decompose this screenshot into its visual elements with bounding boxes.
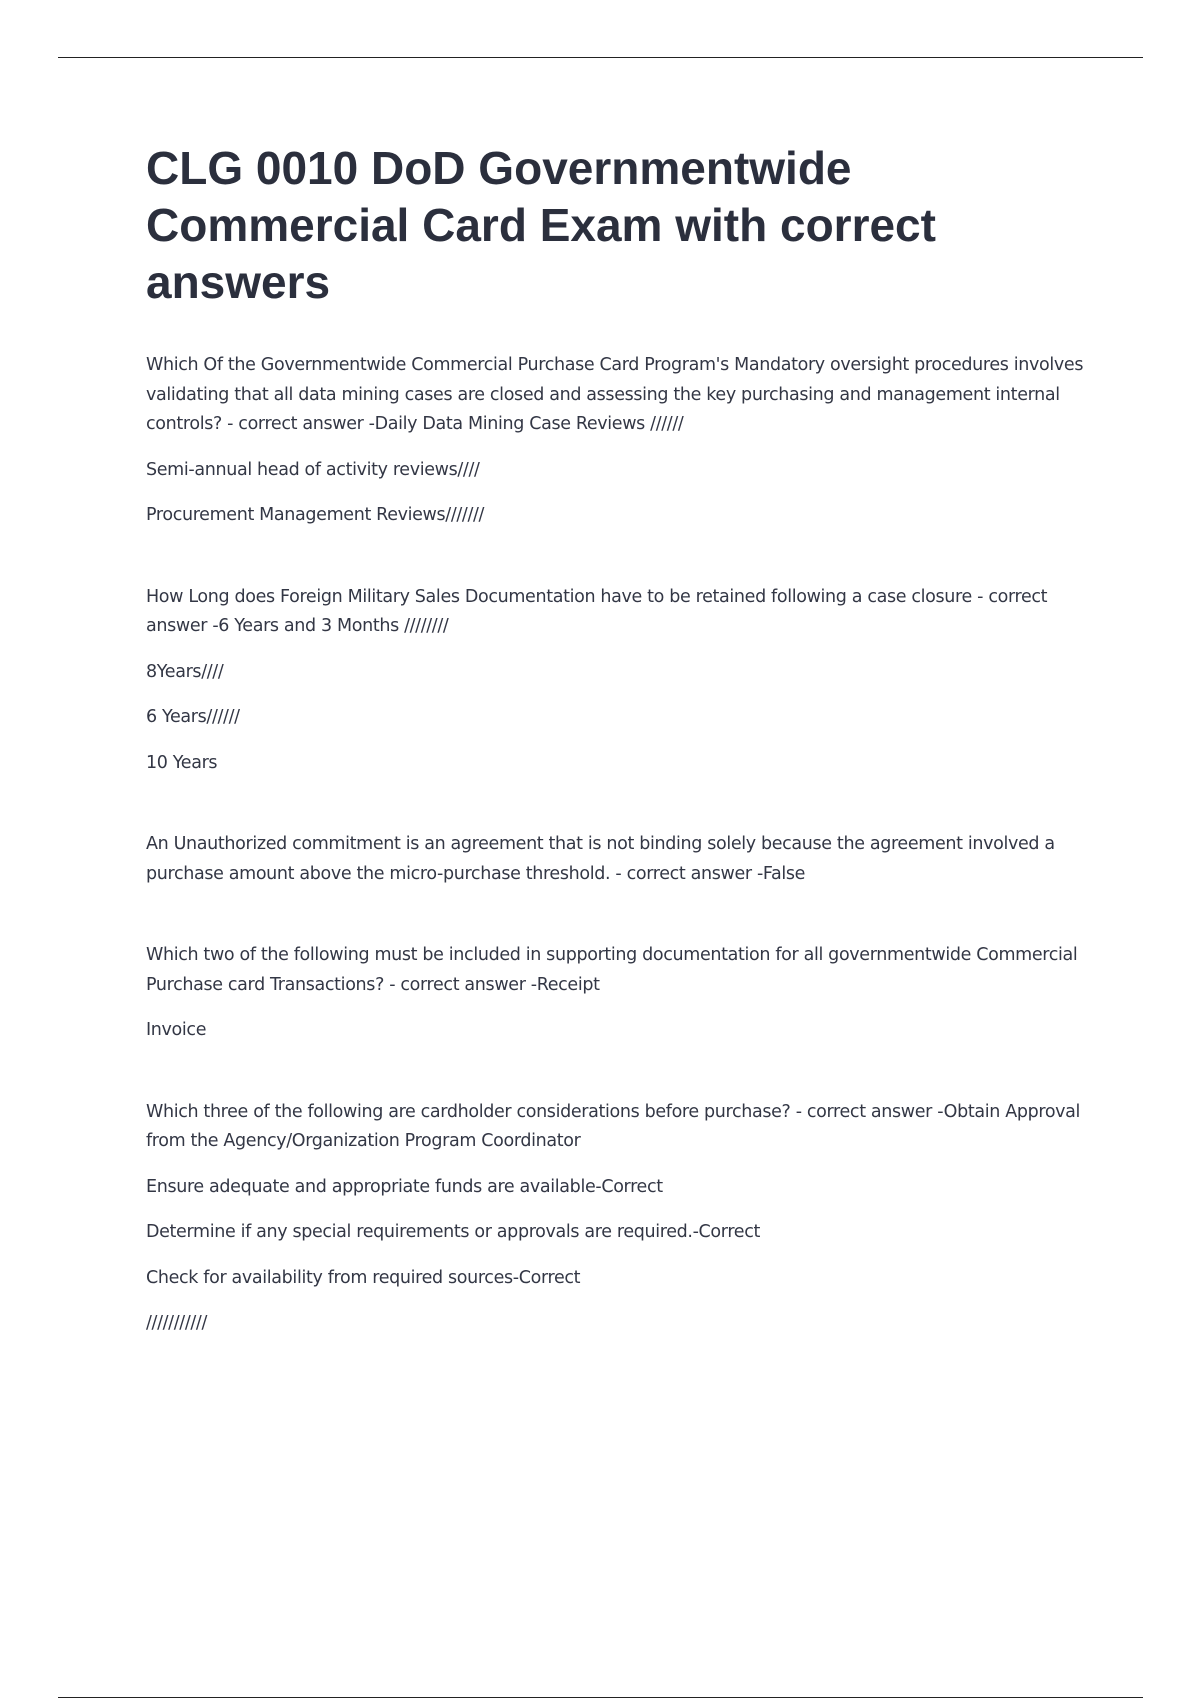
answer-option: Ensure adequate and appropriate funds are available-Correct bbox=[146, 1176, 663, 1197]
question-block bbox=[146, 1098, 1086, 1339]
answer-option: Procurement Management Reviews/////// bbox=[146, 505, 485, 525]
document-title: CLG 0010 DoD Governmentwide Commercial Card Exam with correct answers bbox=[146, 142, 936, 308]
question-text: An Unauthorized commitment is an agreement that is not binding solely because the agreement involved a purchase amount above the micro-purchase threshold. - correct answer -False bbox=[146, 834, 1055, 884]
question-block bbox=[146, 351, 1086, 531]
answer-option: Check for availability from required sources-Correct bbox=[146, 1267, 581, 1288]
answer-option: Invoice bbox=[146, 1020, 207, 1040]
question-block bbox=[146, 941, 1086, 1046]
bottom-rule bbox=[58, 1697, 1143, 1698]
question-text: Which two of the following must be included in supporting documentation for all governmentwide Commercial Purchase card Transactions? - correct answer -Receipt bbox=[146, 945, 1078, 995]
separator-text: /////////// bbox=[146, 1313, 208, 1333]
question-text: Which Of the Governmentwide Commercial Purchase Card Program's Mandatory oversight procedures involves validating that all data mining cases are closed and assessing the key purchasing and management internal controls? - correct answer -Daily Data Mining Case Reviews ////// bbox=[146, 355, 1084, 434]
question-text: Which three of the following are cardholder considerations before purchase? - correct answer -Obtain Approval from the Agency/Organization Program Coordinator bbox=[146, 1101, 1081, 1151]
question-block bbox=[146, 583, 1086, 779]
top-rule bbox=[58, 57, 1143, 58]
answer-option: 6 Years////// bbox=[146, 707, 240, 727]
answer-option: 10 Years bbox=[146, 752, 218, 773]
answer-option: Semi-annual head of activity reviews//// bbox=[146, 459, 480, 480]
document-body bbox=[146, 140, 1086, 1391]
question-text: How Long does Foreign Military Sales Documentation have to be retained following a case closure - correct answer -6 Years and 3 Months //////// bbox=[146, 586, 1048, 636]
answer-option: 8Years//// bbox=[146, 661, 224, 682]
question-block bbox=[146, 830, 1086, 889]
answer-option: Determine if any special requirements or approvals are required.-Correct bbox=[146, 1222, 760, 1242]
question-list bbox=[146, 351, 1086, 1339]
